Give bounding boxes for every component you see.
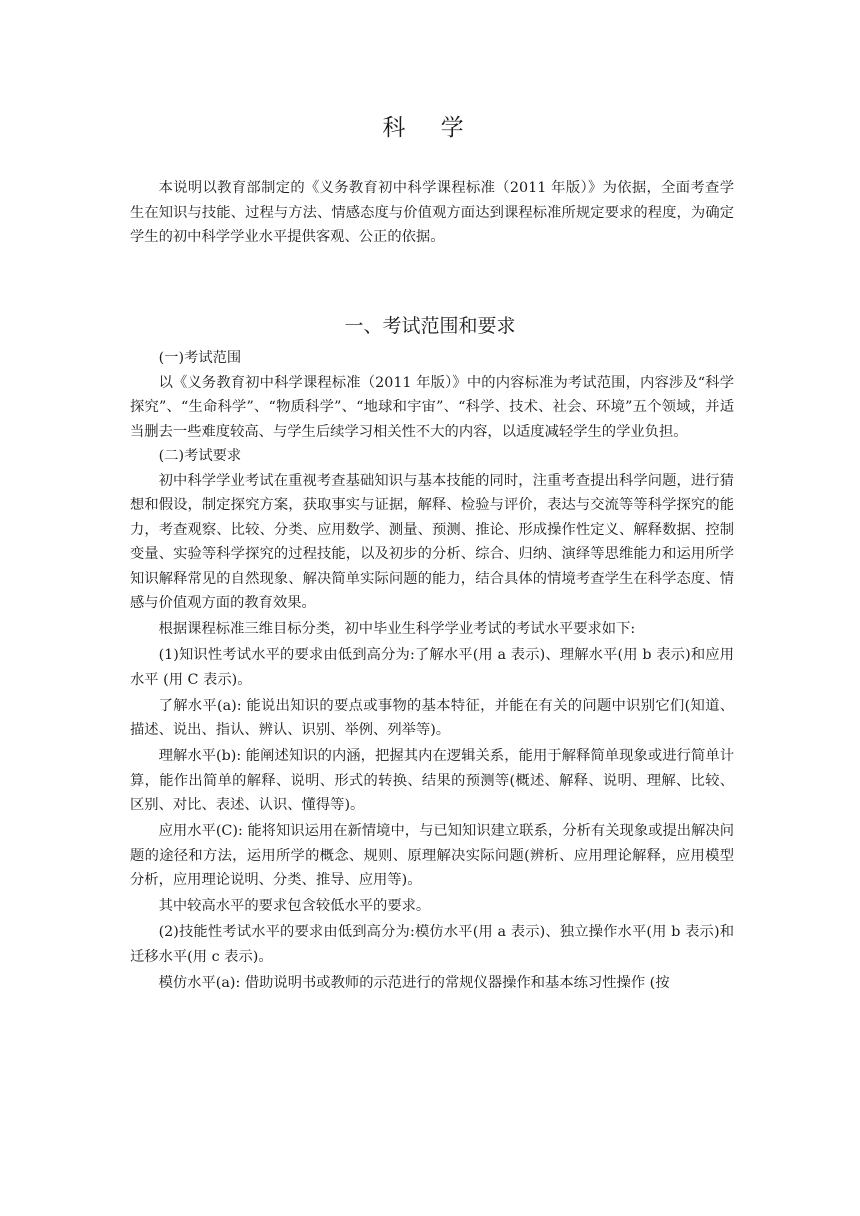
paragraph-imitation-level: 模仿水平(a): 借助说明书或教师的示范进行的常规仪器操作和基本练习性操作 (按: [158, 974, 670, 991]
document-title: 科 学: [382, 115, 478, 141]
paragraph-knowledge-levels: (1)知识性考试水平的要求由低到高分为:了解水平(用 a 表示)、理解水平(用 b 表示)和应用水平 (用 C 表示)。: [130, 647, 734, 688]
section-body: [130, 346, 734, 995]
paragraph-exam-requirements: 初中科学学业考试在重视考查基础知识与基本技能的同时，注重考查提出科学问题，进行猜想和假设，制定探究方案，获取事实与证据，解释、检验与评价，表达与交流等等科学探究的能力，考查观察、比较、分类、应用数学、测量、预测、推论、形成操作性定义、解释数据、控制变量、实验等科学探究的过程技能，以及初步的分析、综合、归纳、演绎等思维能力和运用所学知识解释常见的自然现象、解决简单实际问题的能力，结合具体的情境考查学生在科学态度、情感与价值观方面的教育效果。: [130, 472, 734, 611]
subheading-exam-requirements: (二)考试要求: [158, 448, 242, 464]
paragraph-level-b: 理解水平(b): 能阐述知识的内涵，把握其内在逻辑关系，能用于解释简单现象或进行简单计算，能作出简单的解释、说明、形式的转换、结果的预测等(概述、解释、说明、理解、比较、区别、对比、表述、认识、懂得等)。: [130, 748, 734, 813]
section-heading: 一、考试范围和要求: [344, 315, 516, 337]
subheading-exam-scope: (一)考试范围: [158, 350, 242, 366]
intro-text: 本说明以教育部制定的《义务教育初中科学课程标准（2011 年版）》为依据，全面考查学生在知识与技能、过程与方法、情感态度与价值观方面达到课程标准所规定要求的程度，为确定学生的初中科学学业水平提供客观、公正的依据。: [130, 180, 734, 245]
intro-paragraph: [130, 176, 734, 250]
paragraph-skill-levels: (2)技能性考试水平的要求由低到高分为:模仿水平(用 a 表示)、独立操作水平(用 b 表示)和迁移水平(用 c 表示)。: [130, 924, 734, 965]
paragraph-level-note: 其中较高水平的要求包含较低水平的要求。: [158, 898, 431, 914]
paragraph-level-intro: 根据课程标准三维目标分类，初中毕业生科学学业考试的考试水平要求如下:: [158, 621, 636, 637]
paragraph-level-a: 了解水平(a): 能说出知识的要点或事物的基本特征，并能在有关的问题中识别它们(知道、描述、说出、指认、辨认、识别、举例、列举等)。: [130, 697, 734, 738]
paragraph-exam-scope: 以《义务教育初中科学课程标准（2011 年版）》中的内容标准为考试范围，内容涉及“科学探究”、“生命科学”、“物质科学”、“地球和宇宙”、“科学、技术、社会、环境”五个领域，并适当删去一些难度较高、与学生后续学习相关性不大的内容，以适度减轻学生的学业负担。: [130, 374, 734, 440]
paragraph-level-c: 应用水平(C): 能将知识运用在新情境中，与已知知识建立联系，分析有关现象或提出解决问题的途径和方法，运用所学的概念、规则、原理解决实际问题(辨析、应用理论解释，应用模型分析，应用理论说明、分类、推导、应用等)。: [130, 823, 734, 888]
